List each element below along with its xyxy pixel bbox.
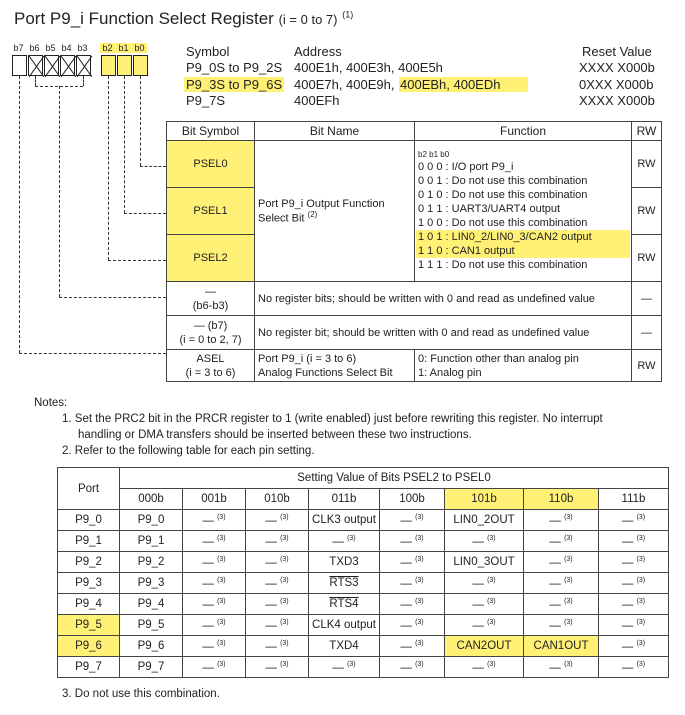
address-header: Address: [294, 44, 342, 59]
note-ref: (3): [487, 618, 496, 626]
bit-label: b2: [100, 43, 115, 53]
asel-symbol: ASEL: [196, 352, 225, 365]
bit-symbol-psel2: PSEL2: [167, 235, 255, 282]
setting-cell: P9_4: [120, 594, 183, 615]
note-2: 2. Refer to the following table for each pin setting.: [62, 445, 315, 457]
setting-cell: — $^{(3)}$: [599, 531, 669, 552]
note-ref: (3): [217, 513, 226, 521]
setting-cell: — $^{(3)}$: [380, 636, 445, 657]
b7-range: (i = 0 to 2, 7): [179, 333, 242, 346]
note-ref: (3): [415, 534, 424, 542]
register-title: [14, 9, 353, 29]
setting-cell: — $^{(3)}$: [380, 510, 445, 531]
reserved-range: (b6-b3): [192, 299, 229, 312]
table-row: [58, 636, 669, 657]
setting-cell: — $^{(3)}$: [380, 531, 445, 552]
note-ref: (3): [564, 597, 573, 605]
bit-name-b7: No register bit; should be written with 0 and read as undefined value: [255, 316, 632, 350]
setting-cell: P9_7: [120, 657, 183, 678]
symbol-cell-highlighted: P9_3S to P9_6S: [186, 77, 283, 92]
setting-cell: — $^{(3)}$: [599, 594, 669, 615]
reset-header: Reset Value: [582, 44, 652, 59]
note-ref: (3): [347, 660, 356, 668]
setting-cell: — $^{(3)}$: [445, 573, 524, 594]
note-ref: (3): [415, 660, 424, 668]
asel-range: (i = 3 to 6): [185, 366, 236, 379]
function-row: 0 1 1 : UART3/UART4 output: [418, 203, 561, 215]
setting-cell: — $^{(3)}$: [445, 657, 524, 678]
setting-cell: — $^{(3)}$: [246, 636, 309, 657]
port-cell: P9_7: [58, 657, 120, 678]
pin-header-row: [58, 468, 669, 489]
setting-cell: TXD3: [309, 552, 380, 573]
setting-cell: — $^{(3)}$: [246, 594, 309, 615]
note-ref: (3): [564, 555, 573, 563]
setting-cell: — $^{(3)}$: [183, 573, 246, 594]
setting-cell: — $^{(3)}$: [445, 531, 524, 552]
note-ref: (3): [636, 555, 646, 563]
asel-function-line: 0: Function other than analog pin: [418, 352, 579, 365]
bit-label: b0: [132, 43, 147, 53]
setting-cell: P9_5: [120, 615, 183, 636]
bit-label: b6: [29, 43, 40, 53]
setting-cell: P9_2: [120, 552, 183, 573]
setting-cell: — $^{(3)}$: [183, 636, 246, 657]
setting-cell: — $^{(3)}$: [380, 657, 445, 678]
note-ref: (3): [564, 576, 573, 584]
function-row: 0 0 0 : I/O port P9_i: [418, 161, 514, 173]
note-ref: (3): [415, 618, 424, 626]
rw-cell: —: [632, 316, 662, 350]
column-header-000b: 000b: [120, 489, 183, 510]
header-rw: RW: [632, 122, 662, 141]
setting-cell: — $^{(3)}$: [524, 552, 599, 573]
setting-cell: — $^{(3)}$: [183, 615, 246, 636]
rw-cell: RW: [632, 141, 662, 188]
setting-cell: P9_3: [120, 573, 183, 594]
setting-cell: LIN0_2OUT: [445, 510, 524, 531]
setting-cell: — $^{(3)}$: [599, 657, 669, 678]
setting-cell: — $^{(3)}$: [524, 594, 599, 615]
overline-signal: RTS4: [329, 598, 359, 610]
asel-name-line: Port P9_i (i = 3 to 6): [258, 352, 357, 365]
asel-function-line: 1: Analog pin: [418, 366, 482, 379]
note-ref: (3): [564, 618, 573, 626]
bit-box-b4-reserved: [60, 55, 75, 76]
rw-cell: RW: [632, 188, 662, 235]
setting-cell: CLK4 output: [309, 615, 380, 636]
column-header-111b: 111b: [599, 489, 669, 510]
setting-cell: — $^{(3)}$: [183, 657, 246, 678]
note-ref: (3): [487, 576, 496, 584]
port-header: Port: [58, 468, 120, 510]
bit-label: b4: [61, 43, 72, 53]
bit-box-b7: [12, 55, 27, 76]
function-row: 0 1 0 : Do not use this combination: [418, 189, 588, 201]
note-ref: (3): [487, 534, 496, 542]
note-ref: (3): [636, 513, 646, 521]
setting-cell: [309, 573, 380, 594]
setting-cell: — $^{(3)}$: [246, 615, 309, 636]
setting-cell: — $^{(3)}$: [380, 615, 445, 636]
setting-cell: P9_0: [120, 510, 183, 531]
note-ref: (3): [415, 555, 424, 563]
note-ref: (3): [217, 660, 226, 668]
bit-box-b3-reserved: [76, 55, 91, 76]
table-row: [58, 615, 669, 636]
function-row: 1 0 0 : Do not use this combination: [418, 217, 588, 229]
setting-cell: — $^{(3)}$: [380, 594, 445, 615]
notes-label: Notes:: [34, 397, 68, 409]
setting-cell: — $^{(3)}$: [599, 636, 669, 657]
port-cell: P9_5: [58, 615, 120, 636]
function-row-highlighted: 1 0 1 : LIN0_2/LIN0_3/CAN2 output: [416, 230, 630, 244]
header-function: Function: [415, 122, 632, 141]
bit-symbol-psel0: PSEL0: [167, 141, 255, 188]
address-cell: 400EFh: [294, 93, 340, 108]
bit-symbol-asel: [167, 350, 255, 382]
bit-symbol-reserved: [167, 282, 255, 316]
note-ref: (3): [280, 639, 289, 647]
setting-cell: P9_1: [120, 531, 183, 552]
bit-box-b1: [117, 55, 132, 76]
header-bit-symbol: Bit Symbol: [167, 122, 255, 141]
note-ref: (3): [280, 555, 289, 563]
table-row: [58, 594, 669, 615]
bit-label: b3: [77, 43, 88, 53]
note-ref: (3): [415, 639, 424, 647]
port-cell: P9_2: [58, 552, 120, 573]
note-ref: (3): [280, 513, 289, 521]
note-ref: (3): [280, 534, 289, 542]
table-row: [58, 573, 669, 594]
reset-cell: XXXX X000b: [579, 60, 655, 75]
b7-symbol: — (b7): [193, 319, 228, 332]
setting-cell: — $^{(3)}$: [183, 531, 246, 552]
function-row: 0 0 1 : Do not use this combination: [418, 175, 588, 187]
note-ref: (3): [636, 534, 646, 542]
note-ref: (3): [347, 534, 356, 542]
rw-cell: RW: [632, 235, 662, 282]
setting-cell: — $^{(3)}$: [599, 552, 669, 573]
port-cell: P9_4: [58, 594, 120, 615]
setting-cell: — $^{(3)}$: [183, 552, 246, 573]
note-ref: (3): [564, 660, 573, 668]
note-ref: (3): [217, 639, 226, 647]
note-ref: (3): [280, 660, 289, 668]
bit-box-b2: [101, 55, 116, 76]
table-row: [58, 510, 669, 531]
note-ref: (3): [636, 597, 646, 605]
asel-name-line: Analog Functions Select Bit: [258, 366, 393, 379]
note-ref: (3): [217, 597, 226, 605]
table-row: [167, 282, 662, 316]
bit-box-b0: [133, 55, 148, 76]
note-1-cont: handling or DMA transfers should be inserted between these two instructions.: [78, 429, 472, 441]
note-ref: (3): [415, 576, 424, 584]
note-ref: (3): [217, 534, 226, 542]
port-cell: P9_3: [58, 573, 120, 594]
setting-cell: CLK3 output: [309, 510, 380, 531]
function-asel: [415, 350, 632, 382]
setting-cell: — $^{(3)}$: [445, 594, 524, 615]
psel-name-text: Port P9_i Output Function Select Bit: [258, 197, 385, 225]
setting-cell: CAN2OUT: [445, 636, 524, 657]
setting-cell: — $^{(3)}$: [380, 573, 445, 594]
setting-cell: — $^{(3)}$: [524, 657, 599, 678]
table-row: [167, 141, 662, 188]
symbol-header: Symbol: [186, 44, 230, 59]
note-ref: (3): [217, 555, 226, 563]
bit-name-psel: [255, 141, 415, 282]
column-header-010b: 010b: [246, 489, 309, 510]
setting-cell: — $^{(3)}$: [599, 615, 669, 636]
bit-symbol-b7: [167, 316, 255, 350]
setting-cell: — $^{(3)}$: [380, 552, 445, 573]
reset-cell: 0XXX X000b: [579, 77, 654, 92]
note-ref: (3): [487, 597, 496, 605]
setting-cell: — $^{(3)}$: [524, 615, 599, 636]
setting-cell: — $^{(3)}$: [246, 552, 309, 573]
title-main: Port P9_i Function Select Register: [14, 9, 274, 28]
note-ref: (3): [636, 639, 646, 647]
setting-cell: — $^{(3)}$: [599, 573, 669, 594]
setting-cell: — $^{(3)}$: [599, 510, 669, 531]
function-bit-header: b2 b1 b0: [418, 150, 450, 159]
column-header-101b: 101b: [445, 489, 524, 510]
note-ref: (3): [636, 618, 646, 626]
setting-header: Setting Value of Bits PSEL2 to PSEL0: [120, 468, 669, 489]
setting-cell: — $^{(3)}$: [183, 510, 246, 531]
note-ref: (3): [217, 618, 226, 626]
note-ref: (3): [487, 660, 496, 668]
bit-label: b7: [13, 43, 24, 53]
address-cell-highlighted: 400EBh, 400EDh: [399, 77, 528, 92]
setting-cell: — $^{(3)}$: [524, 531, 599, 552]
psel-name-note: (2): [307, 209, 318, 219]
setting-cell: — $^{(3)}$: [309, 657, 380, 678]
address-cell: 400E1h, 400E3h, 400E5h: [294, 60, 443, 75]
pin-column-header-row: [58, 489, 669, 510]
note-ref: (3): [636, 576, 646, 584]
note-ref: (3): [636, 660, 646, 668]
setting-cell: — $^{(3)}$: [524, 510, 599, 531]
table-row: [58, 531, 669, 552]
setting-cell: — $^{(3)}$: [445, 615, 524, 636]
header-bit-name: Bit Name: [255, 122, 415, 141]
note-ref: (3): [415, 597, 424, 605]
table-row: [58, 657, 669, 678]
note-ref: (3): [217, 576, 226, 584]
port-cell: P9_1: [58, 531, 120, 552]
setting-cell: [309, 594, 380, 615]
note-ref: (3): [564, 513, 573, 521]
title-range: (i = 0 to 7): [278, 12, 338, 27]
function-row: 1 1 1 : Do not use this combination: [418, 259, 588, 271]
setting-cell: CAN1OUT: [524, 636, 599, 657]
setting-cell: — $^{(3)}$: [246, 657, 309, 678]
note-ref: (3): [415, 513, 424, 521]
setting-cell: TXD4: [309, 636, 380, 657]
setting-cell: — $^{(3)}$: [246, 510, 309, 531]
bit-label: b5: [45, 43, 56, 53]
table-row: [167, 350, 662, 382]
overline-signal: RTS3: [329, 577, 359, 589]
note-1: 1. Set the PRC2 bit in the PRCR register to 1 (write enabled) just before rewriting this register. No interrupt: [62, 413, 603, 425]
bit-name-asel: [255, 350, 415, 382]
setting-cell: — $^{(3)}$: [524, 573, 599, 594]
bit-symbol-psel1: PSEL1: [167, 188, 255, 235]
column-header-001b: 001b: [183, 489, 246, 510]
reset-cell: XXXX X000b: [579, 93, 655, 108]
table-row: [167, 316, 662, 350]
bit-box-b5-reserved: [44, 55, 59, 76]
bit-definition-table: [166, 121, 662, 382]
setting-cell: — $^{(3)}$: [246, 573, 309, 594]
function-row-highlighted: 1 1 0 : CAN1 output: [416, 244, 630, 258]
setting-cell: — $^{(3)}$: [246, 531, 309, 552]
column-header-110b: 110b: [524, 489, 599, 510]
note-ref: (3): [564, 534, 573, 542]
setting-cell: P9_6: [120, 636, 183, 657]
bit-box-b6-reserved: [28, 55, 43, 76]
setting-cell: — $^{(3)}$: [183, 594, 246, 615]
title-note: (1): [342, 9, 354, 20]
address-cell: 400E7h, 400E9h,: [294, 77, 395, 92]
table-row: [58, 552, 669, 573]
symbol-cell: P9_7S: [186, 93, 226, 108]
bit-label: b1: [116, 43, 131, 53]
reserved-dash: —: [205, 285, 216, 298]
note-ref: (3): [280, 576, 289, 584]
rw-cell: —: [632, 282, 662, 316]
setting-cell: LIN0_3OUT: [445, 552, 524, 573]
column-header-100b: 100b: [380, 489, 445, 510]
symbol-cell: P9_0S to P9_2S: [186, 60, 283, 75]
function-psel: [415, 141, 632, 282]
column-header-011b: 011b: [309, 489, 380, 510]
note-ref: (3): [280, 597, 289, 605]
note-ref: (3): [280, 618, 289, 626]
note-3: 3. Do not use this combination.: [62, 688, 220, 700]
port-cell: P9_0: [58, 510, 120, 531]
bit-name-reserved: No register bits; should be written with 0 and read as undefined value: [255, 282, 632, 316]
port-cell: P9_6: [58, 636, 120, 657]
rw-cell: RW: [632, 350, 662, 382]
table-header-row: [167, 122, 662, 141]
setting-cell: — $^{(3)}$: [309, 531, 380, 552]
pin-setting-table: [57, 467, 669, 678]
